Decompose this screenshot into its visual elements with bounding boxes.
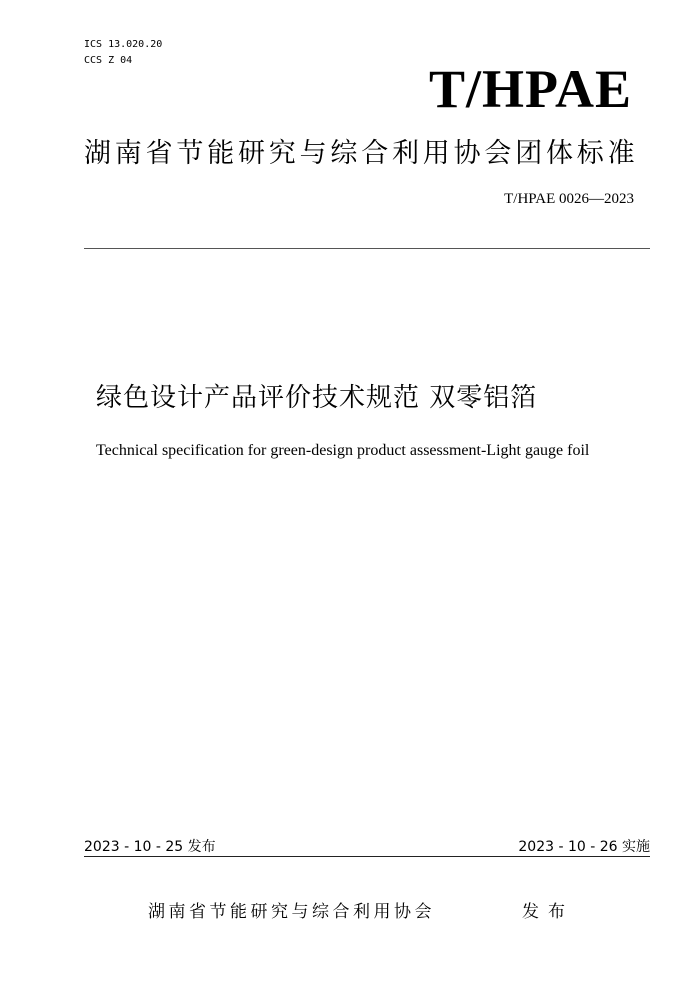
top-divider bbox=[84, 248, 650, 249]
publish-label: 发布 bbox=[522, 902, 574, 922]
document-title-chinese: 绿色设计产品评价技术规范 双零铝箔 bbox=[96, 383, 538, 413]
ccs-code: CCS Z 04 bbox=[84, 55, 133, 66]
issue-date: 2023 - 10 - 25 发布 bbox=[84, 839, 216, 855]
organization-standard-heading: 湖南省节能研究与综合利用协会团体标准 bbox=[84, 138, 639, 169]
standard-number: T/HPAE 0026—2023 bbox=[504, 191, 634, 207]
publisher-name: 湖南省节能研究与综合利用协会 bbox=[148, 902, 435, 922]
document-title-english: Technical specification for green-design product assessment-Light gauge foil bbox=[96, 442, 590, 459]
bottom-divider bbox=[84, 856, 650, 857]
standard-logo: T/HPAE bbox=[428, 59, 632, 119]
implementation-date: 2023 - 10 - 26 实施 bbox=[518, 839, 650, 855]
ics-code: ICS 13.020.20 bbox=[84, 39, 163, 50]
